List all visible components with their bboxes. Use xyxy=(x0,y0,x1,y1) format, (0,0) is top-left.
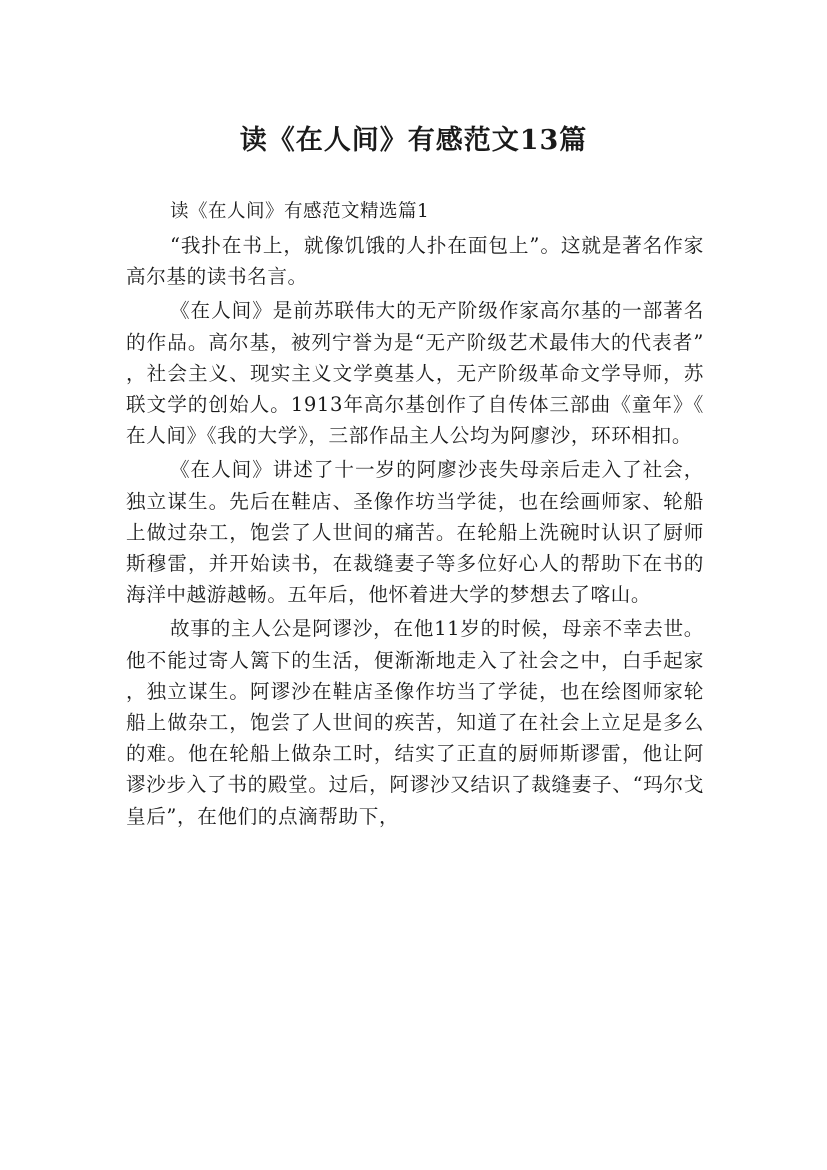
paragraph-3: 《在人间》讲述了十一岁的阿廖沙丧失母亲后走入了社会，独立谋生。先后在鞋店、圣像作坊当学徒，也在绘画师家、轮船上做过杂工，饱尝了人世间的痛苦。在轮船上洗碗时认识了厨师斯穆雷，并开始读书，在裁缝妻子等多位好心人的帮助下在书的海洋中越游越畅。五年后，他怀着进大学的梦想去了喀山。 xyxy=(126,458,704,607)
document-title: 读《在人间》有感范文13篇 xyxy=(239,125,588,157)
paragraph-2: 《在人间》是前苏联伟大的无产阶级作家高尔基的一部著名的作品。高尔基，被列宁誉为是“无产阶级艺术最伟大的代表者”，社会主义、现实主义文学奠基人，无产阶级革命文学导师，苏联文学的创始人。1913年高尔基创作了自传体三部曲《童年》《在人间》《我的大学》，三部作品主人公均为阿廖沙，环环相扣。 xyxy=(126,299,704,448)
paragraph-4: 故事的主人公是阿谬沙，在他11岁的时候，母亲不幸去世。他不能过寄人篱下的生活，便渐渐地走入了社会之中，白手起家，独立谋生。阿谬沙在鞋店圣像作坊当了学徒，也在绘图师家轮船上做杂工，饱尝了人世间的疾苦，知道了在社会上立足是多么的难。他在轮船上做杂工时，结实了正直的厨师斯谬雷，他让阿谬沙步入了书的殿堂。过后，阿谬沙又结识了裁缝妻子、“玛尔戈皇后”，在他们的点滴帮助下， xyxy=(126,617,704,828)
document-body xyxy=(126,196,704,832)
section-heading: 读《在人间》有感范文精选篇1 xyxy=(170,201,430,222)
paragraph-1: “我扑在书上，就像饥饿的人扑在面包上”。这就是著名作家高尔基的读书名言。 xyxy=(126,234,704,289)
